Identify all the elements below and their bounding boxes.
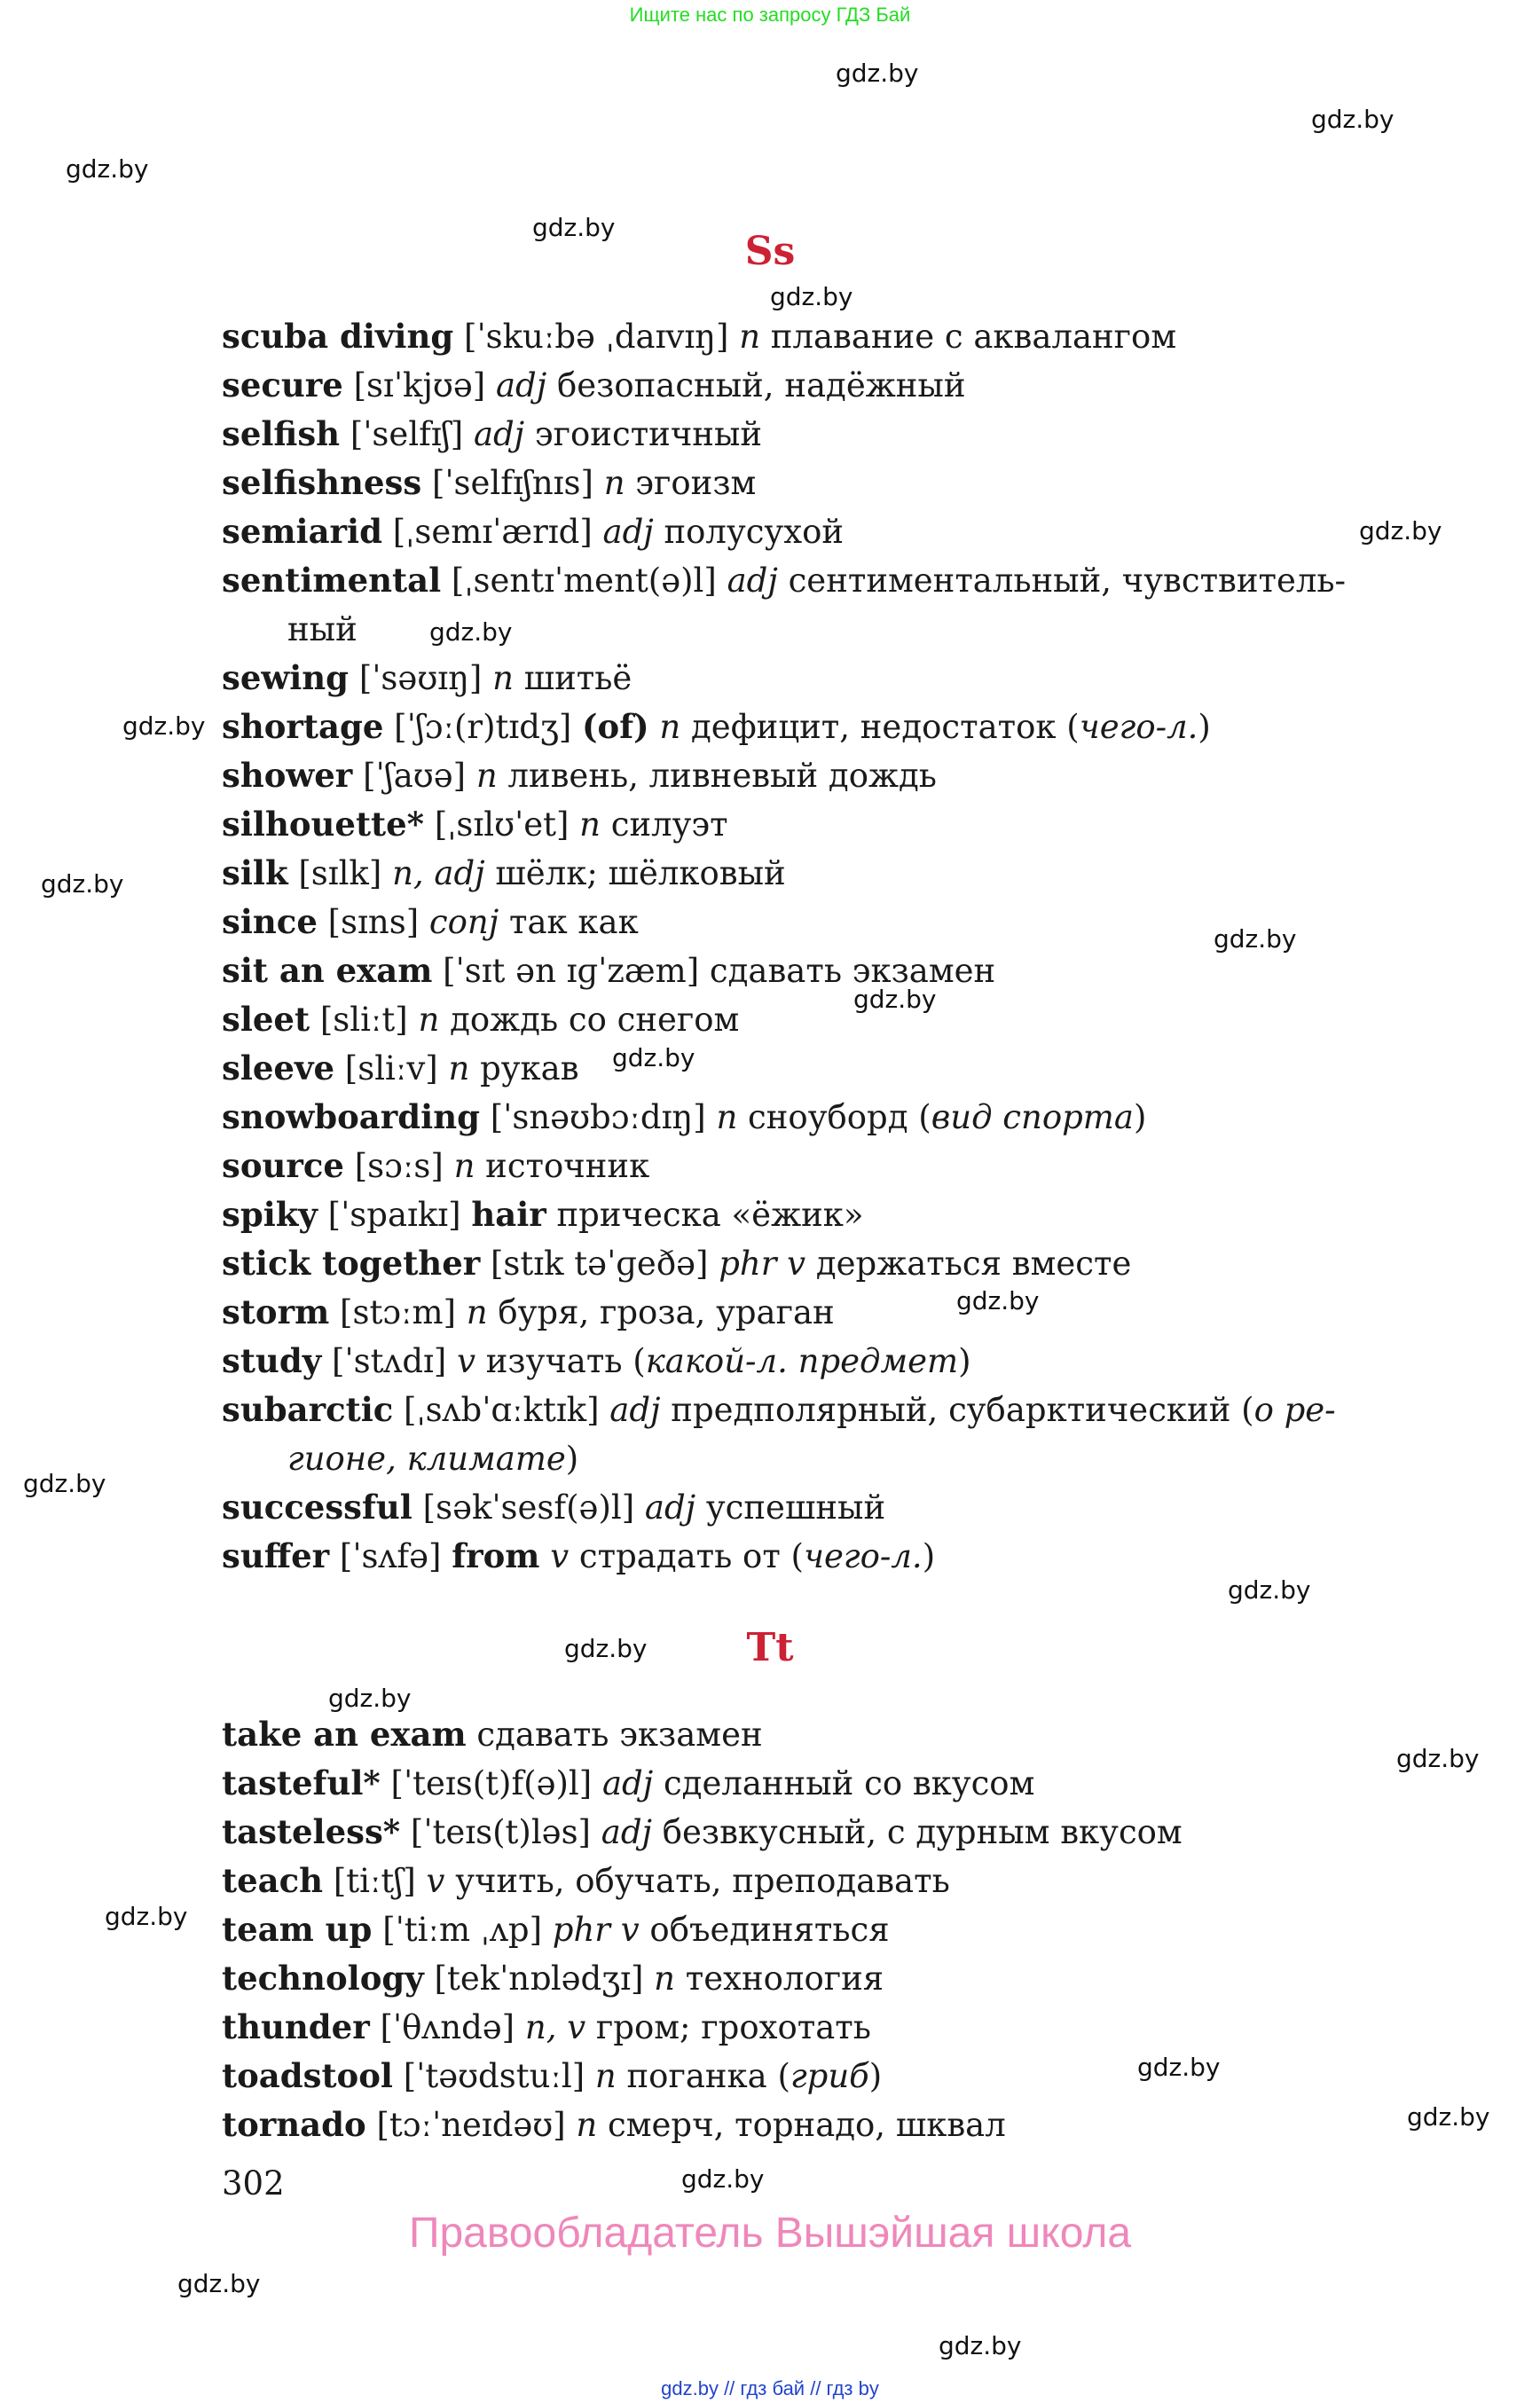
headword: selfishness	[222, 463, 422, 502]
definition-note: какой-л. предмет	[645, 1342, 959, 1380]
transcription: [sliːt]	[319, 1001, 408, 1039]
headword: thunder	[222, 2007, 370, 2046]
dict-entry	[222, 1710, 1464, 1759]
definition: страдать от (	[578, 1537, 804, 1575]
dict-entry	[222, 800, 1464, 849]
definition: дефицит, недостаток (	[691, 708, 1080, 746]
definition-note: вид спорта	[931, 1098, 1134, 1136]
part-of-speech: n	[453, 1147, 475, 1185]
transcription: [ˈstʌdɪ]	[331, 1342, 447, 1380]
watermark: gdz.by	[1214, 924, 1297, 954]
transcription: [ˈskuːbə ˌdaɪvɪŋ]	[464, 318, 729, 356]
definition: источник	[485, 1147, 650, 1185]
watermark: gdz.by	[23, 1469, 106, 1498]
dict-entry	[222, 459, 1464, 507]
headword: subarctic	[222, 1390, 394, 1429]
definition: эгоистичный	[534, 415, 763, 453]
part-of-speech: phr v	[719, 1245, 806, 1283]
definition-note: гриб	[790, 2057, 869, 2095]
transcription: [səkˈsesf(ə)l]	[422, 1488, 635, 1527]
dict-entry	[222, 849, 1464, 898]
headword: successful	[222, 1488, 412, 1527]
transcription: [ˌsentɪˈment(ə)l]	[451, 561, 717, 600]
headword: sewing	[222, 658, 350, 697]
definition: прическа «ёжик»	[556, 1196, 864, 1234]
part-of-speech: n	[448, 1049, 470, 1088]
definition: успешный	[705, 1488, 886, 1527]
part-of-speech: adj	[495, 366, 547, 404]
definition: сделанный со вкусом	[663, 1764, 1035, 1802]
dict-entry	[222, 1190, 1464, 1239]
watermark: gdz.by	[429, 617, 513, 647]
dict-entry	[222, 1337, 1464, 1386]
headword: stick together	[222, 1244, 481, 1283]
part-of-speech: n	[492, 659, 514, 697]
definition-end: )	[868, 2057, 883, 2095]
dict-entry	[222, 1954, 1464, 2003]
part-of-speech: adj	[727, 561, 778, 600]
part-of-speech: n	[716, 1098, 738, 1136]
watermark: gdz.by	[105, 1902, 188, 1931]
headword: study	[222, 1341, 322, 1380]
definition-end: )	[565, 1440, 579, 1478]
definition: эгоизм	[635, 464, 757, 502]
transcription: [ˈtəʊdstuːl]	[403, 2057, 585, 2095]
dict-entry	[222, 1386, 1464, 1434]
part-of-speech: adj	[601, 1813, 652, 1851]
transcription: [ˈʃɔː(r)tɪdʒ]	[394, 708, 572, 746]
definition-continuation: ный	[287, 610, 358, 648]
headword: scuba diving	[222, 317, 454, 356]
definition-note-continuation: гионе, климате	[287, 1440, 566, 1478]
part-of-speech: n	[475, 757, 498, 795]
headword: snowboarding	[222, 1097, 480, 1136]
transcription: [sɪns]	[327, 903, 420, 941]
definition: так как	[508, 903, 639, 941]
definition-note: чего-л.	[1079, 708, 1198, 746]
definition: безвкусный, с дурным вкусом	[662, 1813, 1182, 1851]
dict-entry	[222, 1759, 1464, 1808]
transcription: [ˌsɪlʊˈet]	[434, 805, 570, 844]
definition: предполярный, субарктический (	[671, 1391, 1254, 1429]
dict-entry	[222, 703, 1464, 751]
headword: shower	[222, 756, 353, 795]
dict-entry	[222, 1532, 1464, 1581]
definition: сентиментальный, чувствитель-	[788, 561, 1347, 600]
definition-note: чего-л.	[803, 1537, 923, 1575]
dict-entry	[222, 2052, 1464, 2101]
transcription: [ˈʃaʊə]	[363, 757, 467, 795]
watermark: gdz.by	[41, 869, 124, 899]
part-of-speech: adj	[644, 1488, 696, 1527]
headword: sit an exam	[222, 951, 433, 990]
watermark: gdz.by	[1137, 2053, 1221, 2082]
part-of-speech: adj	[602, 513, 654, 551]
dict-entry	[222, 312, 1464, 361]
dict-entry	[222, 898, 1464, 946]
headword: sentimental	[222, 561, 442, 600]
headword: since	[222, 902, 318, 941]
definition-end: )	[958, 1342, 971, 1380]
headword: spiky	[222, 1195, 318, 1234]
watermark: gdz.by	[564, 1634, 648, 1663]
definition: технология	[685, 1959, 884, 1998]
dict-entry	[222, 1239, 1464, 1288]
part-of-speech: n	[654, 1959, 675, 1998]
watermark: gdz.by	[177, 2269, 261, 2298]
dict-entry	[222, 751, 1464, 800]
headword: suffer	[222, 1536, 330, 1575]
dict-entry	[222, 1857, 1464, 1905]
definition: объединяться	[649, 1911, 890, 1949]
definition: изучать (	[485, 1342, 646, 1380]
definition: буря, гроза, ураган	[498, 1293, 835, 1331]
part-of-speech: n	[739, 318, 761, 356]
definition: смерч, торнадо, шквал	[608, 2106, 1006, 2144]
watermark: gdz.by	[836, 59, 919, 88]
headword: secure	[222, 365, 343, 404]
dict-entry	[222, 1142, 1464, 1190]
dict-entry	[222, 1808, 1464, 1857]
dict-entry	[222, 2003, 1464, 2052]
definition-end: )	[1198, 708, 1211, 746]
headword: technology	[222, 1959, 424, 1998]
part-of-speech: v	[550, 1537, 570, 1575]
entries-s	[222, 312, 1464, 1581]
definition: безопасный, надёжный	[556, 366, 966, 404]
headword: storm	[222, 1292, 330, 1331]
watermark: gdz.by	[122, 711, 206, 741]
transcription: [ˌsemɪˈærɪd]	[392, 513, 593, 551]
part-of-speech: v	[426, 1862, 445, 1900]
headword: selfish	[222, 414, 341, 453]
part-of-speech: n, adj	[392, 854, 485, 892]
watermark: gdz.by	[939, 2331, 1022, 2360]
section-heading-s: Ss	[744, 229, 796, 274]
dict-entry	[222, 654, 1464, 703]
part-of-speech: adj	[609, 1391, 661, 1429]
transcription: [stɪk təˈɡeðə]	[491, 1245, 709, 1283]
watermark: gdz.by	[1396, 1744, 1480, 1773]
definition: дождь со снегом	[450, 1001, 740, 1039]
part-of-speech: n	[579, 805, 601, 844]
transcription: [stɔːm]	[340, 1293, 457, 1331]
headword: silk	[222, 853, 288, 892]
definition: гром; грохотать	[595, 2008, 871, 2046]
transcription: [sɔːs]	[354, 1147, 444, 1185]
definition: сдавать экзамен	[709, 952, 996, 990]
definition: рукав	[480, 1049, 579, 1088]
part-of-speech: adj	[601, 1764, 654, 1802]
transcription: [ˌsʌbˈɑːktɪk]	[404, 1391, 600, 1429]
part-of-speech: adj	[473, 415, 525, 453]
watermark: gdz.by	[1311, 105, 1395, 134]
headword: sleet	[222, 1000, 310, 1039]
watermark: gdz.by	[770, 282, 853, 311]
transcription: [ˈsɪt ən ɪɡˈzæm]	[443, 952, 700, 990]
transcription: [sɪˈkjʊə]	[353, 366, 486, 404]
dict-entry	[222, 1905, 1464, 1954]
headword: team up	[222, 1910, 373, 1949]
transcription: [ˈspaɪkɪ]	[327, 1196, 461, 1234]
watermark: gdz.by	[532, 213, 616, 242]
dict-entry	[222, 995, 1464, 1044]
definition: шитьё	[523, 659, 632, 697]
part-of-speech: n, v	[524, 2008, 586, 2046]
headword: toadstool	[222, 2056, 393, 2095]
definition-end: )	[1133, 1098, 1147, 1136]
headword: shortage	[222, 707, 384, 746]
dict-entry	[222, 1483, 1464, 1532]
dict-entry	[222, 361, 1464, 410]
transcription: [sliːv]	[344, 1049, 438, 1088]
transcription: [ˈθʌndə]	[380, 2008, 515, 2046]
definition: сдавать экзамен	[476, 1716, 763, 1754]
definition: силуэт	[610, 805, 728, 844]
definition: учить, обучать, преподавать	[455, 1862, 950, 1900]
part-of-speech: n	[659, 708, 681, 746]
part-of-speech: conj	[428, 903, 499, 941]
headword: semiarid	[222, 512, 382, 551]
headword-particle: (of)	[582, 707, 649, 746]
transcription: [ˈselfɪʃnɪs]	[431, 464, 593, 502]
transcription: [sɪlk]	[298, 854, 382, 892]
headword: teach	[222, 1861, 324, 1900]
transcription: [ˈselfɪʃ]	[350, 415, 464, 453]
part-of-speech: v	[457, 1342, 475, 1380]
dict-entry	[222, 410, 1464, 459]
transcription: [tekˈnɒlədʒɪ]	[434, 1959, 644, 1998]
transcription: [tɔːˈneɪdəʊ]	[376, 2106, 566, 2144]
part-of-speech: n	[418, 1001, 440, 1039]
definition: ливень, ливневый дождь	[507, 757, 937, 795]
dict-entry	[222, 507, 1464, 556]
definition: держаться вместе	[815, 1245, 1132, 1283]
dict-entry	[222, 1288, 1464, 1337]
transcription: [ˈsʌfə]	[339, 1537, 442, 1575]
watermark: gdz.by	[328, 1684, 412, 1713]
definition: сноуборд (	[748, 1098, 931, 1136]
headword: silhouette*	[222, 805, 425, 844]
watermark: gdz.by	[853, 985, 937, 1014]
watermark: gdz.by	[956, 1286, 1040, 1315]
definition: шёлк; шёлковый	[495, 854, 786, 892]
watermark: gdz.by	[612, 1043, 695, 1072]
transcription: [ˈteɪs(t)ləs]	[410, 1813, 591, 1851]
transcription: [tiːtʃ]	[333, 1862, 416, 1900]
dict-entry	[222, 556, 1464, 605]
page-number: 302	[222, 2164, 285, 2203]
transcription: [ˈtiːm ˌʌp]	[382, 1911, 543, 1949]
definition: полусухой	[664, 513, 845, 551]
dict-entry	[222, 946, 1464, 995]
headword-particle: from	[452, 1536, 540, 1575]
watermark: gdz.by	[1228, 1575, 1311, 1605]
headword: tornado	[222, 2105, 366, 2144]
definition-end: )	[922, 1537, 936, 1575]
dict-entry	[222, 1093, 1464, 1142]
part-of-speech: n	[594, 2057, 617, 2095]
copyright-notice: Правообладатель Вышэйшая школа	[408, 2210, 1132, 2257]
watermark: gdz.by	[681, 2164, 765, 2194]
dict-entry-continuation	[222, 605, 1464, 654]
definition-note: о ре-	[1253, 1391, 1336, 1429]
watermark: gdz.by	[66, 154, 149, 184]
part-of-speech: n	[466, 1293, 488, 1331]
headword-particle: hair	[471, 1195, 546, 1234]
headword: take an exam	[222, 1715, 467, 1754]
headword: sleeve	[222, 1048, 335, 1088]
part-of-speech: n	[603, 464, 625, 502]
dict-entry	[222, 2101, 1464, 2149]
part-of-speech: phr v	[552, 1911, 640, 1949]
transcription: [ˈsnəʊbɔːdɪŋ]	[490, 1098, 706, 1136]
dict-entry-continuation	[222, 1434, 1464, 1483]
headword: tasteless*	[222, 1812, 401, 1851]
transcription: [ˈsəʊɪŋ]	[358, 659, 483, 697]
definition: поганка (	[626, 2057, 790, 2095]
headword: source	[222, 1146, 344, 1185]
headword: tasteful*	[222, 1763, 381, 1802]
top-banner: Ищите нас по запросу ГДЗ Бай	[629, 4, 911, 26]
part-of-speech: n	[576, 2106, 598, 2144]
entries-t	[222, 1710, 1464, 2149]
watermark: gdz.by	[1359, 516, 1442, 546]
transcription: [ˈteɪs(t)f(ə)l]	[390, 1764, 593, 1802]
footer-links[interactable]: gdz.by // гдз бай // гдз by	[661, 2377, 879, 2399]
watermark: gdz.by	[1407, 2102, 1490, 2132]
dict-entry	[222, 1044, 1464, 1093]
section-heading-t: Tt	[746, 1625, 794, 1670]
definition: плавание с аквалангом	[770, 318, 1177, 356]
